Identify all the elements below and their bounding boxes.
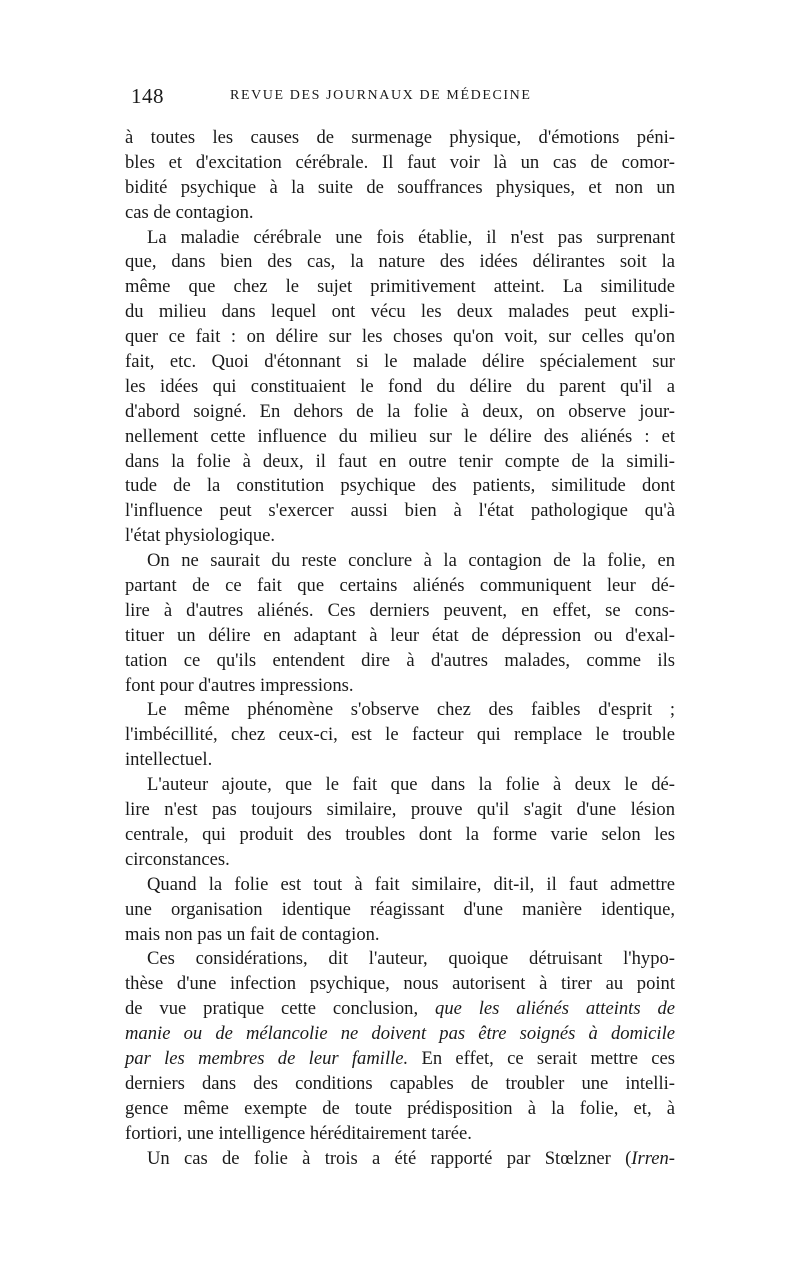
text-line: dans la folie à deux, il faut en outre tenir compte de la simili-	[125, 450, 675, 472]
text-line: font pour d'autres impressions.	[125, 674, 354, 696]
text-line: cas de contagion.	[125, 201, 254, 223]
text-line: lire à d'autres aliénés. Ces derniers peuvent, en effet, se cons-	[125, 599, 675, 621]
text-line: circonstances.	[125, 848, 230, 870]
text-line: bles et d'excitation cérébrale. Il faut voir là un cas de comor-	[125, 151, 675, 173]
text-line: à toutes les causes de surmenage physique, d'émotions péni-	[125, 127, 675, 148]
text-line: lire n'est pas toujours similaire, prouve qu'il s'agit d'une lésion	[125, 799, 675, 821]
text-line: Le même phénomène s'observe chez des faibles d'esprit ;	[147, 699, 675, 721]
text-line: même que chez le sujet primitivement atteint. La similitude	[125, 276, 675, 298]
text-line: quer ce fait : on délire sur les choses qu'on voit, sur celles qu'on	[125, 326, 675, 348]
book-page	[125, 84, 675, 1171]
text-line	[125, 997, 675, 1022]
text-line	[125, 1147, 675, 1172]
page-number: 148	[131, 84, 164, 108]
text-line: les idées qui constituaient le fond du délire du parent qu'il a	[125, 375, 675, 397]
text-line: La maladie cérébrale une fois établie, il n'est pas surprenant	[147, 226, 675, 248]
text-line: nellement cette influence du milieu sur le délire des aliénés : et	[125, 425, 675, 447]
text-line: gence même exempte de toute prédisposition à la folie, et, à	[125, 1097, 675, 1119]
text-line: mais non pas un fait de contagion.	[125, 923, 380, 945]
text-line: derniers dans des conditions capables de troubler une intelli-	[125, 1072, 675, 1094]
text-line-italic: manie ou de mélancolie ne doivent pas être soignés à domicile	[125, 1023, 675, 1045]
text-line: l'influence peut s'exercer aussi bien à l'état pathologique qu'à	[125, 500, 675, 522]
italic-journal-title: Irren-	[631, 1147, 675, 1169]
text-line: du milieu dans lequel ont vécu les deux malades peut expli-	[125, 301, 675, 323]
text-line: Ces considérations, dit l'auteur, quoique détruisant l'hypo-	[147, 948, 675, 970]
italic-conclusion-end: par les membres de leur famille.	[125, 1047, 409, 1069]
body-text	[125, 126, 675, 1171]
text-line: tation ce qu'ils entendent dire à d'autres malades, comme ils	[125, 649, 675, 671]
text-line: Quand la folie est tout à fait similaire, dit-il, il faut admettre	[147, 873, 675, 895]
page-header	[125, 84, 675, 120]
text-line: tude de la constitution psychique des patients, similitude dont	[125, 475, 675, 497]
italic-conclusion-start: que les aliénés atteints de	[435, 998, 675, 1020]
text-line	[125, 1047, 675, 1072]
text-line: centrale, qui produit des troubles dont la forme varie selon les	[125, 823, 675, 845]
text-line: d'abord soigné. En dehors de la folie à deux, on observe jour-	[125, 400, 675, 422]
text-line: On ne saurait du reste conclure à la contagion de la folie, en	[147, 550, 675, 572]
text-line: tituer un délire en adaptant à leur état de dépression ou d'exal-	[125, 624, 675, 646]
text-line: intellectuel.	[125, 749, 213, 771]
text-line: fortiori, une intelligence héréditairement tarée.	[125, 1122, 472, 1144]
text-line: thèse d'une infection psychique, nous autorisent à tirer au point	[125, 973, 675, 995]
text-line: partant de ce fait que certains aliénés communiquent leur dé-	[125, 575, 675, 597]
text-line: fait, etc. Quoi d'étonnant si le malade délire spécialement sur	[125, 351, 675, 373]
text-run: En effet, ce serait mettre ces	[421, 1047, 675, 1069]
text-line: L'auteur ajoute, que le fait que dans la folie à deux le dé-	[147, 774, 675, 796]
text-run: Un cas de folie à trois a été rapporté par Stœlzner (	[147, 1147, 632, 1169]
text-run: de vue pratique cette conclusion,	[125, 998, 419, 1020]
text-line: que, dans bien des cas, la nature des idées délirantes soit la	[125, 251, 675, 273]
text-line: l'état physiologique.	[125, 525, 276, 547]
running-head: REVUE DES JOURNAUX DE MÉDECINE	[230, 88, 532, 103]
text-line: l'imbécillité, chez ceux-ci, est le facteur qui remplace le trouble	[125, 724, 675, 746]
text-line: une organisation identique réagissant d'une manière identique,	[125, 898, 675, 920]
text-line: bidité psychique à la suite de souffrances physiques, et non un	[125, 176, 675, 198]
